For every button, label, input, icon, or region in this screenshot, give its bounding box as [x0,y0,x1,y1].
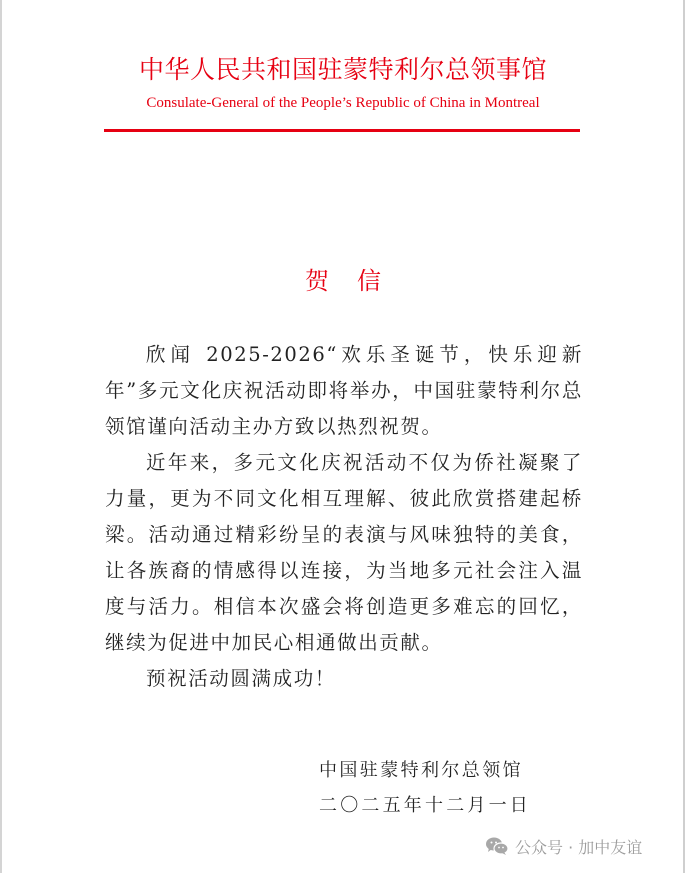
body-paragraph: 近年来，多元文化庆祝活动不仅为侨社凝聚了力量，更为不同文化相互理解、彼此欣赏搭建起桥梁。活动通过精彩纷呈的表演与风味独特的美食，让各族裔的情感得以连接，为当地多元社会注入温度与活力。相信本次盛会将创造更多难忘的回忆，继续为促进中加民心相通做出贡献。 [105,451,583,654]
letterhead-chinese-name: 中华人民共和国驻蒙特利尔总领事馆 [138,55,547,84]
watermark-text: 公众号 · 加中友谊 [515,837,643,857]
page-border-left [0,0,2,873]
signature-organization: 中国驻蒙特利尔总领馆 [319,760,523,781]
letter-body [105,337,583,697]
signature-date: 二〇二五年十二月一日 [319,795,531,816]
letter-title-char: 贺 [305,267,329,295]
page-border-right [683,0,685,873]
letterhead-english-name: Consulate-General of the People’s Republic of China in Montreal [146,95,540,111]
letter-title-char: 信 [357,267,381,295]
body-paragraph: 预祝活动圆满成功！ [146,667,336,690]
letterhead-divider [104,129,580,132]
body-paragraph: 欣闻 2025-2026“欢乐圣诞节，快乐迎新年”多元文化庆祝活动即将举办，中国驻蒙特利尔总领馆谨向活动主办方致以热烈祝贺。 [105,343,583,438]
letter-title [0,264,686,298]
watermark [485,833,642,859]
wechat-icon [485,836,509,856]
